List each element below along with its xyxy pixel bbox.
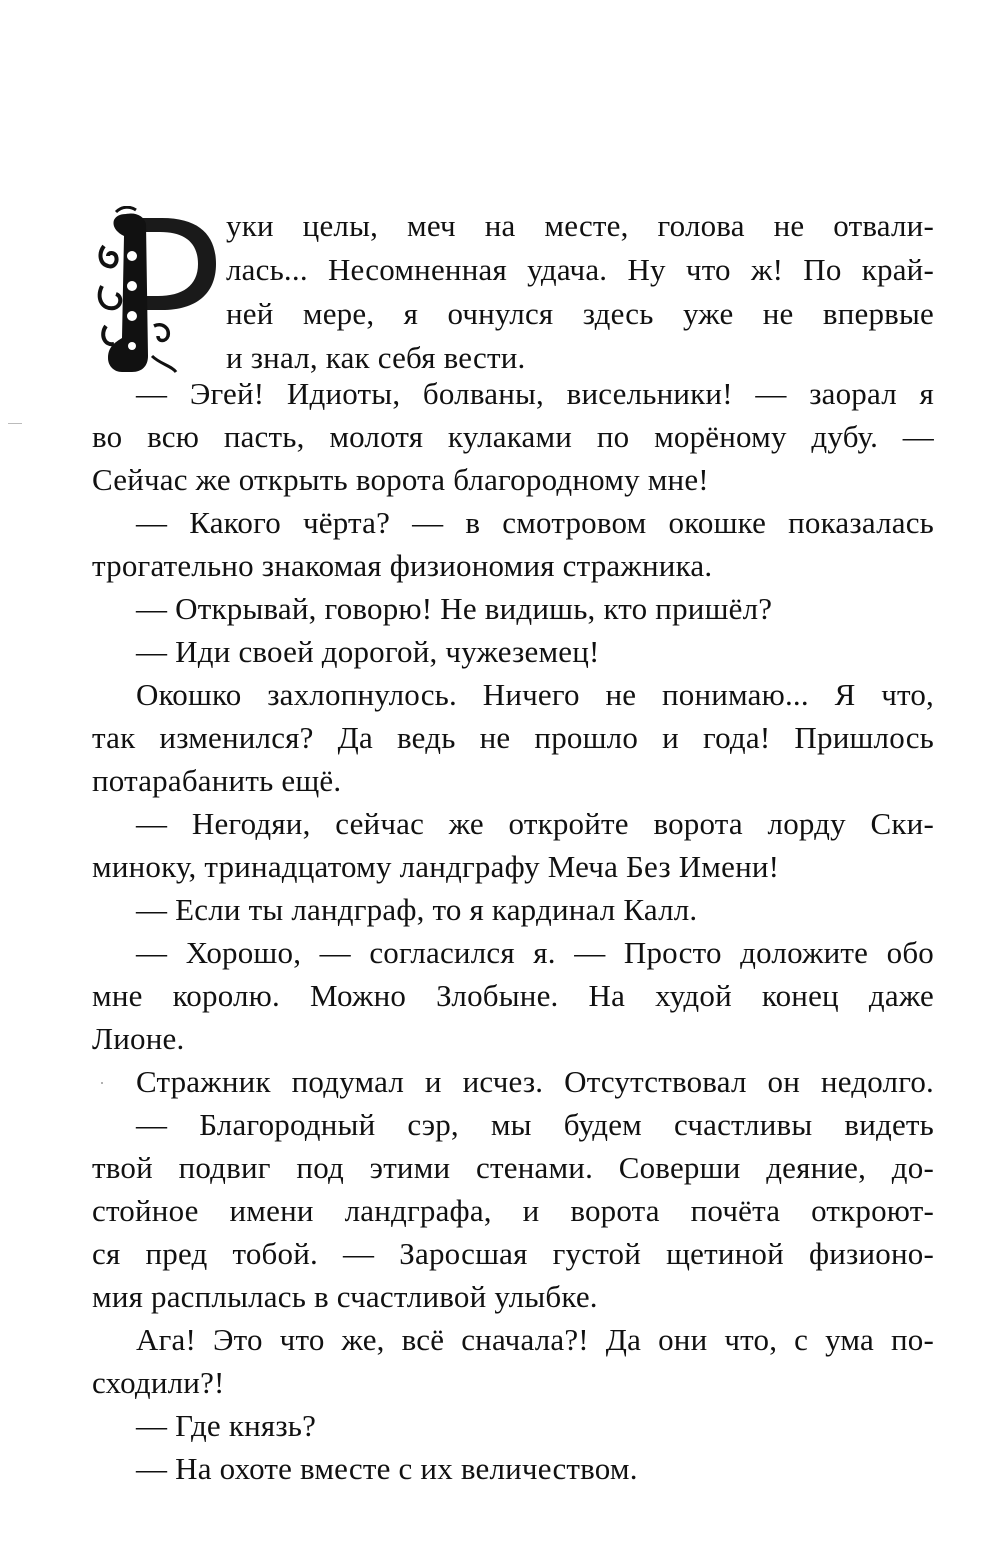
text-line: Сейчас же открыть ворота благородному мне! bbox=[92, 462, 709, 497]
scan-artifact bbox=[8, 423, 22, 424]
text-line: и знал, как себя вести. bbox=[226, 340, 526, 375]
text-line: Ага! Это что же, всё сначала?! Да они что, с ума по- bbox=[136, 1322, 934, 1357]
text-line: — Хорошо, — согласился я. — Просто доложите обо bbox=[136, 935, 934, 970]
text-line: сходили?! bbox=[92, 1365, 225, 1400]
ornamental-letter-icon bbox=[96, 206, 218, 376]
text-line: во всю пасть, молотя кулаками по морёному дубу. — bbox=[92, 419, 934, 454]
text-line: ней мере, я очнулся здесь уже не впервые bbox=[226, 296, 934, 331]
text-line: мне королю. Можно Злобыне. На худой конец даже bbox=[92, 978, 934, 1013]
text-line: твой подвиг под этими стенами. Соверши деяние, до- bbox=[92, 1150, 934, 1185]
text-line: — Благородный сэр, мы будем счастливы видеть bbox=[136, 1107, 934, 1142]
text-line: потарабанить ещё. bbox=[92, 763, 342, 798]
text-line: трогательно знакомая физиономия стражника. bbox=[92, 548, 713, 583]
text-line: миноку, тринадцатому ландграфу Меча Без Имени! bbox=[92, 849, 780, 884]
text-line: — Открывай, говорю! Не видишь, кто пришёл? bbox=[136, 591, 773, 626]
text-line: — Какого чёрта? — в смотровом окошке показалась bbox=[136, 505, 934, 540]
text-line: уки целы, меч на месте, голова не отвали- bbox=[226, 208, 934, 243]
text-line: Стражник подумал и исчез. Отсутствовал он недолго. bbox=[136, 1064, 934, 1099]
text-line: так изменился? Да ведь не прошло и года! Пришлось bbox=[92, 720, 934, 755]
text-line: — На охоте вместе с их величеством. bbox=[136, 1451, 638, 1486]
text-line: — Иди своей дорогой, чужеземец! bbox=[136, 634, 600, 669]
text-line: — Если ты ландграф, то я кардинал Калл. bbox=[136, 892, 698, 927]
text-line: лась... Несомненная удача. Ну что ж! По край- bbox=[226, 252, 934, 287]
text-line: мия расплылась в счастливой улыбке. bbox=[92, 1279, 598, 1314]
ornamental-dropcap bbox=[96, 206, 218, 376]
text-line: — Эгей! Идиоты, болваны, висельники! — заорал я bbox=[136, 376, 934, 411]
text-line: Окошко захлопнулось. Ничего не понимаю... Я что, bbox=[136, 677, 934, 712]
text-line: Лионе. bbox=[92, 1021, 185, 1056]
text-line: — Негодяи, сейчас же откройте ворота лорду Ски- bbox=[136, 806, 934, 841]
scan-artifact bbox=[101, 1082, 103, 1084]
text-line: стойное имени ландграфа, и ворота почёта откроют- bbox=[92, 1193, 934, 1228]
text-line: — Где князь? bbox=[136, 1408, 317, 1443]
text-line: ся пред тобой. — Заросшая густой щетиной физионо- bbox=[92, 1236, 934, 1271]
